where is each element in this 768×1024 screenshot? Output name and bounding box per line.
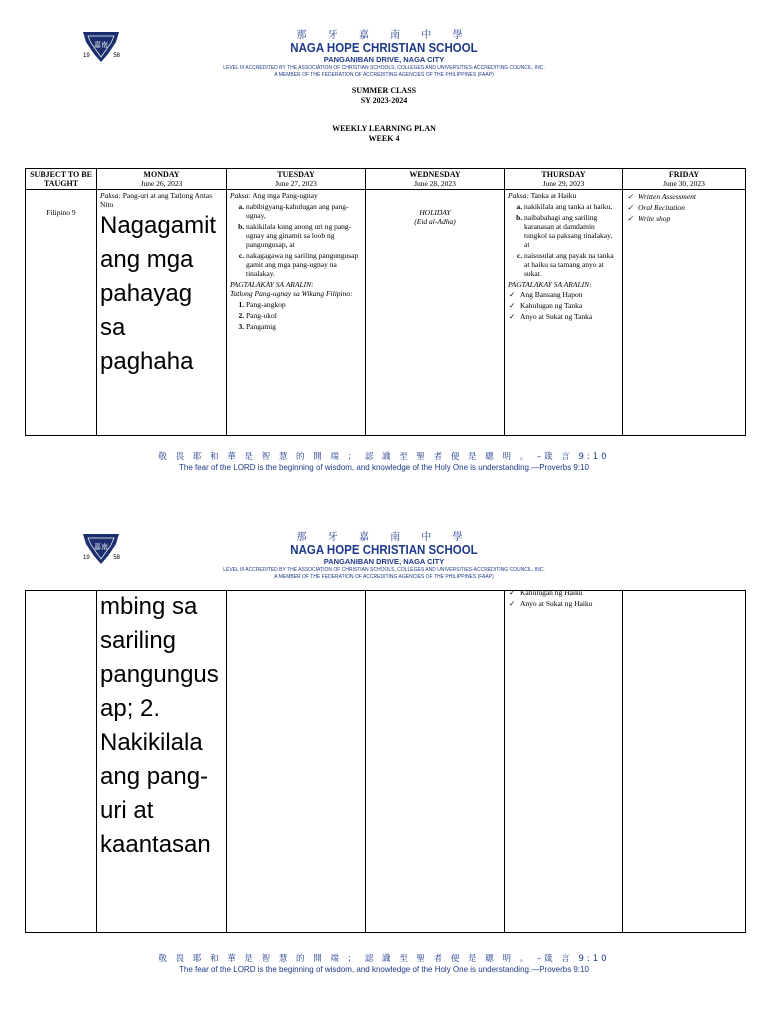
letterhead [0,532,768,580]
list-item: a. nabibigyang-kahulugan ang pang-ugnay, [246,202,362,220]
plan-title: WEEKLY LEARNING PLAN [332,124,436,133]
checkmark-icon: ✓ [509,599,516,608]
subject-cell: Filipino 9 [26,190,97,436]
letterhead [0,30,768,78]
list-item: c. nakagagawa ng sariling pangungusap gamit ang mga pang-ugnay na tinalakay. [246,251,362,278]
holiday-name: (Eid al-Adha) [414,217,456,226]
checkmark-icon: ✓ [509,290,516,299]
checkmark-icon: ✓ [627,214,634,223]
thursday-cell: Paksa: Tanka at Haiku a. nakikilala ang tanka at haiku, b. naibabahagi ang sariling karanasan at damdamin tungkol sa paksang tinalakay, at c. naisusulat ang payak na tanka at haiku sa tamang anyo at sukat. PAGTALAKAY SA ARALIN: ✓ Ang Bansang Hapon ✓ Kahulugan ng Tanka ✓ Anyo at Sukat ng Tanka [505,190,623,436]
holiday-label: HOLIDAY [419,208,451,217]
header-monday: MONDAY June 26, 2023 [97,169,227,190]
school-chinese-name: 那 牙 嘉 南 中 學 [296,30,472,41]
school-chinese-name: 那 牙 嘉 南 中 學 [296,532,472,543]
list-item: ✓ Oral Recitation [627,203,685,212]
list-item: ✓ Kahulugan ng Haiku [509,588,583,597]
class-title: SUMMER CLASS [351,86,417,95]
thursday-cell [505,588,623,933]
seal-year-right: 58 [113,53,120,59]
table-row [26,591,746,933]
monday-cell [97,591,227,933]
list-item: a. nakikilala ang tanka at haiku, [524,202,619,211]
tuesday-topics [230,300,362,331]
week-label: WEEK 4 [368,134,400,143]
wednesday-cell [366,591,505,933]
school-address: PANGANIBAN DRIVE, NAGA CITY [323,55,445,64]
accreditation-line-1: LEVEL III ACCREDITED BY THE ASSOCIATION OF CHRISTIAN SCHOOLS, COLLEGES AND UNIVERSITIES-ACCREDITING COUNCIL, INC. [223,567,545,573]
wednesday-cell [366,190,505,436]
svg-text:嘉南: 嘉南 [94,41,108,49]
seal-year-right: 58 [113,555,120,561]
header-thursday: THURSDAY June 29, 2023 [505,169,623,190]
checkmark-icon: ✓ [509,312,516,321]
school-name: NAGA HOPE CHRISTIAN SCHOOL [290,543,478,557]
english-verse: The fear of the LORD is the beginning of wisdom, and knowledge of the Holy One is understanding.—Proverbs 9:10 [178,463,589,472]
monday-cell: Paksa: Pang-uri at ang Tatlong Antas Nito Nagagamit ang mga pahayag sa paghaha [97,190,227,436]
header-wednesday: WEDNESDAY June 28, 2023 [366,169,505,190]
chinese-verse: 敬 畏 耶 和 華 是 智 慧 的 開 端 ； 認 識 至 聖 者 便 是 聰 明 。 –箴 言 9:10 [158,452,610,462]
footer-verse [0,452,768,473]
friday-cell [623,190,746,436]
page-2 [0,490,768,1024]
checkmark-icon: ✓ [509,588,516,597]
accreditation-line-2: A MEMBER OF THE FEDERATION OF ACCREDITING AGENCIES OF THE PHILIPPINES (FAAP) [274,71,494,78]
list-item: c. naisusulat ang payak na tanka at haiku sa tamang anyo at sukat. [524,251,619,278]
thursday-topics [508,290,619,321]
list-item: 1. Pang-angkop [246,300,362,309]
accreditation-line-2: A MEMBER OF THE FEDERATION OF ACCREDITING AGENCIES OF THE PHILIPPINES (FAAP) [274,573,494,580]
chinese-verse: 敬 畏 耶 和 華 是 智 慧 的 開 端 ； 認 識 至 聖 者 便 是 聰 明 。 –箴 言 9:10 [158,954,610,964]
list-item: 2. Pang-ukol [246,311,362,320]
list-item: 3. Pangatnig [246,322,362,331]
checkmark-icon: ✓ [627,203,634,212]
list-item: ✓ Ang Bansang Hapon [509,290,583,299]
table-header-row [26,169,746,190]
checkmark-icon: ✓ [509,301,516,310]
seal-year-left: 19 [83,53,90,59]
table-row [26,190,746,436]
tuesday-cell [227,591,366,933]
plan-titles [0,86,768,144]
weekly-plan-table-continued [25,590,746,933]
english-verse: The fear of the LORD is the beginning of wisdom, and knowledge of the Holy One is understanding.—Proverbs 9:10 [178,965,589,974]
list-item: ✓ Write shop [627,214,671,223]
header-subject: SUBJECT TO BE TAUGHT [26,169,97,190]
list-item: ✓ Written Assessment [627,192,696,201]
thursday-topics-continued [508,588,619,608]
list-item: b. nakikilala kung anong uri ng pang-ugnay ang ginamit sa loob ng pangungusap, at [246,222,362,249]
friday-cell [623,591,746,933]
seal-year-left: 19 [83,555,90,561]
list-item: ✓ Kahulugan ng Tanka [509,301,583,310]
svg-text:嘉南: 嘉南 [94,543,108,551]
thursday-objectives [508,202,619,278]
checkmark-icon: ✓ [627,192,634,201]
footer-verse [0,954,768,975]
accreditation-line-1: LEVEL III ACCREDITED BY THE ASSOCIATION OF CHRISTIAN SCHOOLS, COLLEGES AND UNIVERSITIES-ACCREDITING COUNCIL, INC. [223,65,545,71]
friday-assessments [626,192,742,223]
header-tuesday: TUESDAY June 27, 2023 [227,169,366,190]
school-address: PANGANIBAN DRIVE, NAGA CITY [323,557,445,566]
page-1 [0,0,768,490]
monday-objective-text-continued: mbing sa sariling pangungusap; 2. Nakikilala ang pang-uri at kaantasan [100,593,219,858]
subject-cell [26,591,97,933]
monday-objective-text: Nagagamit ang mga pahayag sa paghaha [100,212,217,375]
header-friday: FRIDAY June 30, 2023 [623,169,746,190]
list-item: b. naibabahagi ang sariling karanasan at damdamin tungkol sa paksang tinalakay, at [524,213,619,249]
tuesday-objectives [230,202,362,278]
tuesday-cell: Paksa: Ang mga Pang-ugnay a. nabibigyang-kahulugan ang pang-ugnay, b. nakikilala kung anong uri ng pang-ugnay ang ginamit sa loob ng pangungusap, at c. nakagagawa ng sariling pangungusap gamit ang mga pang-ugnay na tinalakay. PAGTALAKAY SA ARALIN: Tatlong Pang-ugnay sa Wikang Filipino: 1. Pang-angkop 2. Pang-ukol 3. Pangatnig [227,190,366,436]
weekly-plan-table [25,168,746,436]
school-year: SY 2023-2024 [360,96,408,105]
school-name: NAGA HOPE CHRISTIAN SCHOOL [290,41,478,55]
list-item: ✓ Anyo at Sukat ng Tanka [509,312,593,321]
list-item: ✓ Anyo at Sukat ng Haiku [509,599,593,608]
